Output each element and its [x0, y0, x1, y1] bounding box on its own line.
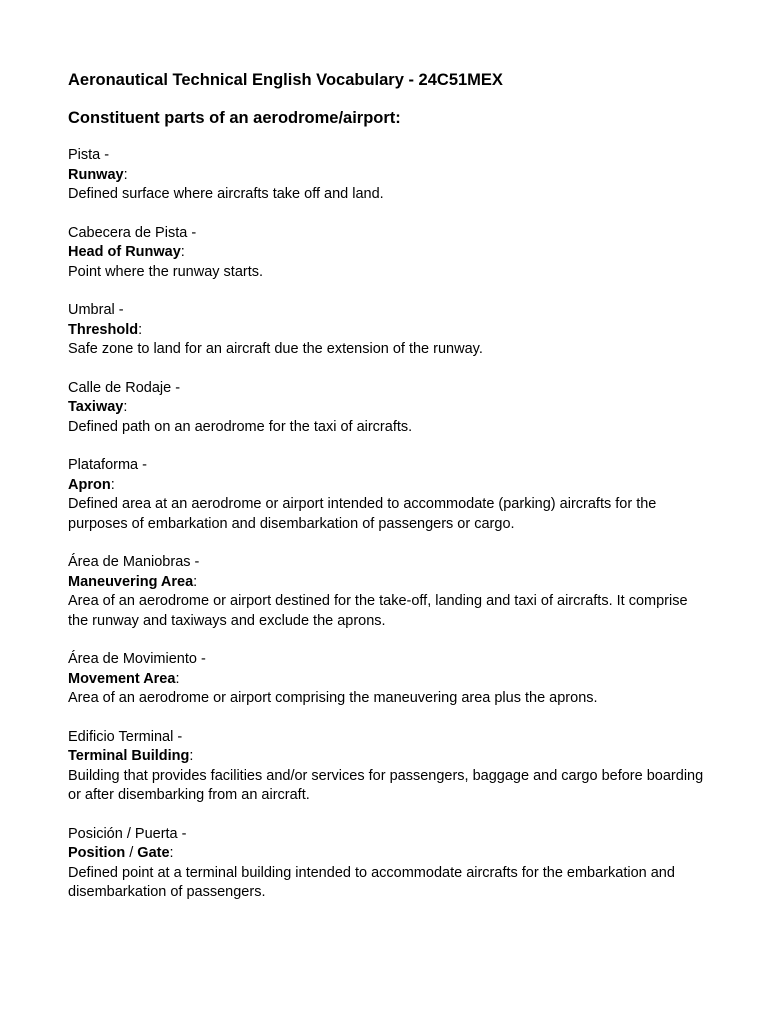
spanish-term: Edificio Terminal -: [68, 728, 183, 745]
term-definition: Building that provides facilities and/or services for passengers, baggage and cargo before boarding or after disembarking from an aircraft.: [68, 767, 704, 803]
term-definition: Safe zone to land for an aircraft due the extension of the runway.: [68, 341, 483, 357]
english-term: Threshold: [68, 321, 139, 338]
english-term-line: [68, 747, 708, 767]
english-term-line: [68, 844, 708, 864]
vocabulary-entry-head-of-runway: [68, 224, 708, 283]
spanish-term: Calle de Rodaje -: [68, 379, 181, 396]
term-definition: Defined area at an aerodrome or airport intended to accommodate (parking) aircrafts for the purposes of embarkation and disembarkation of passengers or cargo.: [68, 496, 657, 532]
english-term-line: [68, 166, 708, 186]
vocabulary-entry-runway: [68, 146, 708, 205]
spanish-term: Umbral -: [68, 302, 124, 318]
term-definition: Defined point at a terminal building intended to accommodate aircrafts for the embarkation and disembarkation of passengers.: [68, 864, 675, 900]
english-term-line: [68, 321, 708, 341]
english-term: Runway: [68, 166, 124, 183]
vocabulary-entry-threshold: [68, 301, 708, 360]
term-definition: Defined path on an aerodrome for the taxi of aircrafts.: [68, 418, 413, 435]
term-colon: :: [189, 748, 194, 764]
english-term-line: [68, 243, 708, 263]
term-definition: Area of an aerodrome or airport destined for the take-off, landing and taxi of aircrafts. It comprise the runway and taxiways and exclude the aprons.: [68, 593, 688, 629]
vocabulary-entry-maneuvering-area: [68, 553, 708, 631]
vocabulary-entry-terminal-building: [68, 728, 708, 806]
english-term: Movement Area: [68, 670, 176, 687]
spanish-term: Posición / Puerta -: [68, 825, 187, 842]
document-title: Aeronautical Technical English Vocabulary - 24C51MEX: [68, 71, 503, 89]
vocabulary-list: [68, 146, 708, 903]
spanish-term: Área de Maniobras -: [68, 554, 200, 570]
vocabulary-entry-position-gate: [68, 825, 708, 903]
term-colon: :: [123, 166, 128, 183]
spanish-term: Pista -: [68, 147, 110, 163]
english-term-line: [68, 573, 708, 593]
term-colon: :: [175, 670, 180, 687]
term-definition: Area of an aerodrome or airport comprising the maneuvering area plus the aprons.: [68, 690, 598, 706]
english-term-line: [68, 670, 708, 690]
english-term: Apron: [68, 476, 111, 493]
english-term-line: [68, 476, 708, 496]
term-separator: /: [125, 845, 138, 861]
term-colon: :: [169, 845, 174, 861]
document-subtitle: Constituent parts of an aerodrome/airport:: [68, 109, 401, 127]
english-term-position: Position: [68, 845, 126, 861]
english-term-line: [68, 398, 708, 418]
term-colon: :: [180, 244, 185, 260]
english-term: Terminal Building: [68, 748, 190, 764]
term-colon: :: [138, 321, 143, 338]
term-definition: Point where the runway starts.: [68, 263, 264, 280]
vocabulary-entry-apron: [68, 456, 708, 534]
english-term-gate: Gate: [137, 845, 170, 861]
term-colon: :: [193, 573, 198, 590]
vocabulary-entry-movement-area: [68, 650, 708, 709]
spanish-term: Cabecera de Pista -: [68, 224, 197, 241]
english-term: Taxiway: [68, 399, 124, 415]
vocabulary-entry-taxiway: [68, 379, 708, 438]
english-term: Maneuvering Area: [68, 573, 194, 590]
term-colon: :: [123, 399, 128, 415]
spanish-term: Área de Movimiento -: [68, 651, 206, 667]
english-term: Head of Runway: [68, 244, 181, 260]
term-definition: Defined surface where aircrafts take off and land.: [68, 186, 384, 202]
term-colon: :: [110, 476, 115, 493]
spanish-term: Plataforma -: [68, 457, 147, 473]
